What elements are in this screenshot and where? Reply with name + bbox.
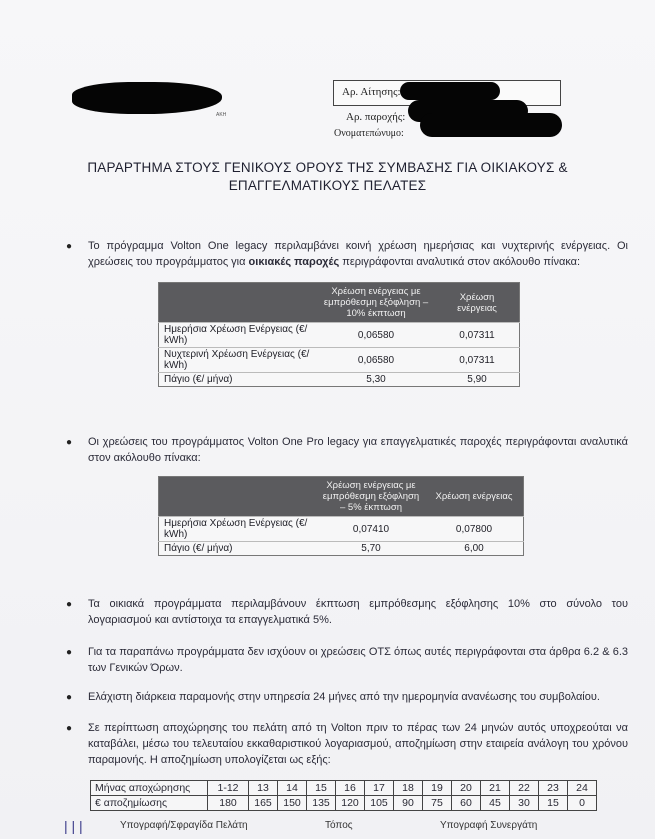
table-row [91, 781, 597, 796]
bullet-dot: ● [66, 647, 73, 658]
row-value-discount: 0,06580 [317, 348, 435, 373]
month-cell: 20 [452, 781, 481, 796]
month-cell: 14 [278, 781, 307, 796]
month-cell: 21 [481, 781, 510, 796]
amount-cell: 180 [208, 796, 249, 811]
row-label: Νυχτερινή Χρέωση Ενέργειας (€/ kWh) [159, 348, 318, 373]
handwritten-mark: | | | [64, 818, 83, 834]
bullet-dot: ● [66, 723, 73, 734]
amount-cell: 75 [423, 796, 452, 811]
bullet-discount: Τα οικιακά προγράμματα περιλαμβάνουν έκπτωση εμπρόθεσμης εξόφλησης 10% στο σύνολο του λογαριασμού και αντίστοιχα τα επαγγελματικά 5%. [88, 598, 628, 626]
amount-cell: 15 [539, 796, 568, 811]
redacted-application-number [400, 82, 500, 100]
redacted-name [420, 113, 562, 137]
name-label: Ονοματεπώνυμο: [334, 128, 404, 139]
table-row [159, 542, 524, 556]
row-value-energy: 6,00 [425, 542, 524, 556]
row-value-discount: 5,30 [317, 373, 435, 387]
month-cell: 22 [510, 781, 539, 796]
compensation-table [90, 780, 597, 811]
table-row [159, 517, 524, 542]
table-row [159, 373, 520, 387]
row-value-energy: 5,90 [435, 373, 520, 387]
month-cell: 1-12 [208, 781, 249, 796]
month-cell: 24 [568, 781, 597, 796]
bullet-dot: ● [66, 692, 73, 703]
home-col-energy: Χρέωση ενέργειας [435, 283, 520, 323]
month-cell: 13 [249, 781, 278, 796]
table-row [159, 323, 520, 348]
row-label: Πάγιο (€/ μήνα) [159, 542, 318, 556]
amount-cell: 0 [568, 796, 597, 811]
bullet-duration: Ελάχιστη διάρκεια παραμονής στην υπηρεσία 24 μήνες από την ημερομηνία ανανέωσης του συμβολαίου. [88, 691, 600, 703]
month-cell: 17 [365, 781, 394, 796]
amount-cell: 30 [510, 796, 539, 811]
row-value-discount: 0,07410 [317, 517, 425, 542]
month-cell: 16 [336, 781, 365, 796]
logo-small-text: ΑΚΗ [216, 112, 227, 118]
row-label: Ημερήσια Χρέωση Ενέργειας (€/ kWh) [159, 517, 318, 542]
amount-cell: 90 [394, 796, 423, 811]
months-label: Μήνας αποχώρησης [91, 781, 208, 796]
row-value-energy: 0,07311 [435, 348, 520, 373]
row-value-energy: 0,07311 [435, 323, 520, 348]
month-cell: 19 [423, 781, 452, 796]
home-table-corner [159, 283, 318, 323]
amount-cell: 60 [452, 796, 481, 811]
bullet-dot: ● [66, 437, 73, 448]
pro-col-energy: Χρέωση ενέργειας [425, 477, 524, 517]
amount-cell: 150 [278, 796, 307, 811]
row-value-discount: 5,70 [317, 542, 425, 556]
amount-cell: 45 [481, 796, 510, 811]
amount-cell: 165 [249, 796, 278, 811]
month-cell: 15 [307, 781, 336, 796]
client-signature-label: Υπογραφή/Σφραγίδα Πελάτη [120, 820, 248, 831]
amount-cell: 135 [307, 796, 336, 811]
title-line-1: ΠΑΡΑΡΤΗΜΑ ΣΤΟΥΣ ΓΕΝΙΚΟΥΣ ΟΡΟΥΣ ΤΗΣ ΣΥΜΒΑΣΗΣ ΓΙΑ ΟΙΚΙΑΚΟΥΣ & [87, 160, 568, 175]
table-row [91, 796, 597, 811]
bullet-home-program [88, 238, 628, 270]
home-text-bold: οικιακές παροχές [248, 256, 340, 268]
home-tariff-table [158, 282, 520, 387]
table-row [159, 348, 520, 373]
pro-table-corner [159, 477, 318, 517]
partner-signature-label: Υπογραφή Συνεργάτη [440, 820, 538, 831]
application-number-label: Αρ. Αίτησης: [342, 86, 401, 98]
redacted-logo [72, 82, 222, 114]
row-label: Ημερήσια Χρέωση Ενέργειας (€/ kWh) [159, 323, 318, 348]
bullet-dot: ● [66, 241, 73, 252]
amount-label: € αποζημίωσης [91, 796, 208, 811]
bullet-ots: Για τα παραπάνω προγράμματα δεν ισχύουν οι χρεώσεις ΟΤΣ όπως αυτές περιγράφονται στα άρθρα 6.2 & 6.3 των Γενικών Όρων. [88, 646, 628, 674]
pro-tariff-table [158, 476, 524, 556]
amount-cell: 105 [365, 796, 394, 811]
bullet-pro-program: Οι χρεώσεις του προγράμματος Volton One Pro legacy για επαγγελματικές παροχές περιγράφονται αναλυτικά στον ακόλουθο πίνακα: [88, 436, 628, 464]
row-value-discount: 0,06580 [317, 323, 435, 348]
row-label: Πάγιο (€/ μήνα) [159, 373, 318, 387]
bullet-compensation: Σε περίπτωση αποχώρησης του πελάτη από τη Volton πριν το πέρας των 24 μηνών αυτός υποχρεούται να καταβάλει, μέσω του τελευταίου εκκαθαριστικού λογαριασμού, αποζημίωση στην εταιρεία ανάλογη του χρόνου παραμονής. Η αποζημίωση υπολογίζεται ως εξής: [88, 722, 628, 766]
amount-cell: 120 [336, 796, 365, 811]
bullet-dot: ● [66, 599, 73, 610]
place-label: Τόπος [325, 820, 353, 831]
month-cell: 23 [539, 781, 568, 796]
home-col-discount: Χρέωση ενέργειας με εμπρόθεσμη εξόφληση – 10% έκπτωση [317, 283, 435, 323]
home-text-1: Το πρόγραμμα Volton One legacy περιλαμβάνει κοινή χρέωση ημερήσιας και νυχτερινής ενέργειας. Οι χρεώσεις του προγράμματος για [88, 240, 628, 268]
home-text-2: περιγράφονται αναλυτικά στον ακόλουθο πίνακα: [339, 256, 581, 268]
month-cell: 18 [394, 781, 423, 796]
title-line-2: ΕΠΑΓΓΕΛΜΑΤΙΚΟΥΣ ΠΕΛΑΤΕΣ [228, 178, 427, 193]
pro-col-discount: Χρέωση ενέργειας με εμπρόθεσμη εξόφληση – 5% έκπτωση [317, 477, 425, 517]
row-value-energy: 0,07800 [425, 517, 524, 542]
supply-number-label: Αρ. παροχής: [346, 111, 406, 123]
